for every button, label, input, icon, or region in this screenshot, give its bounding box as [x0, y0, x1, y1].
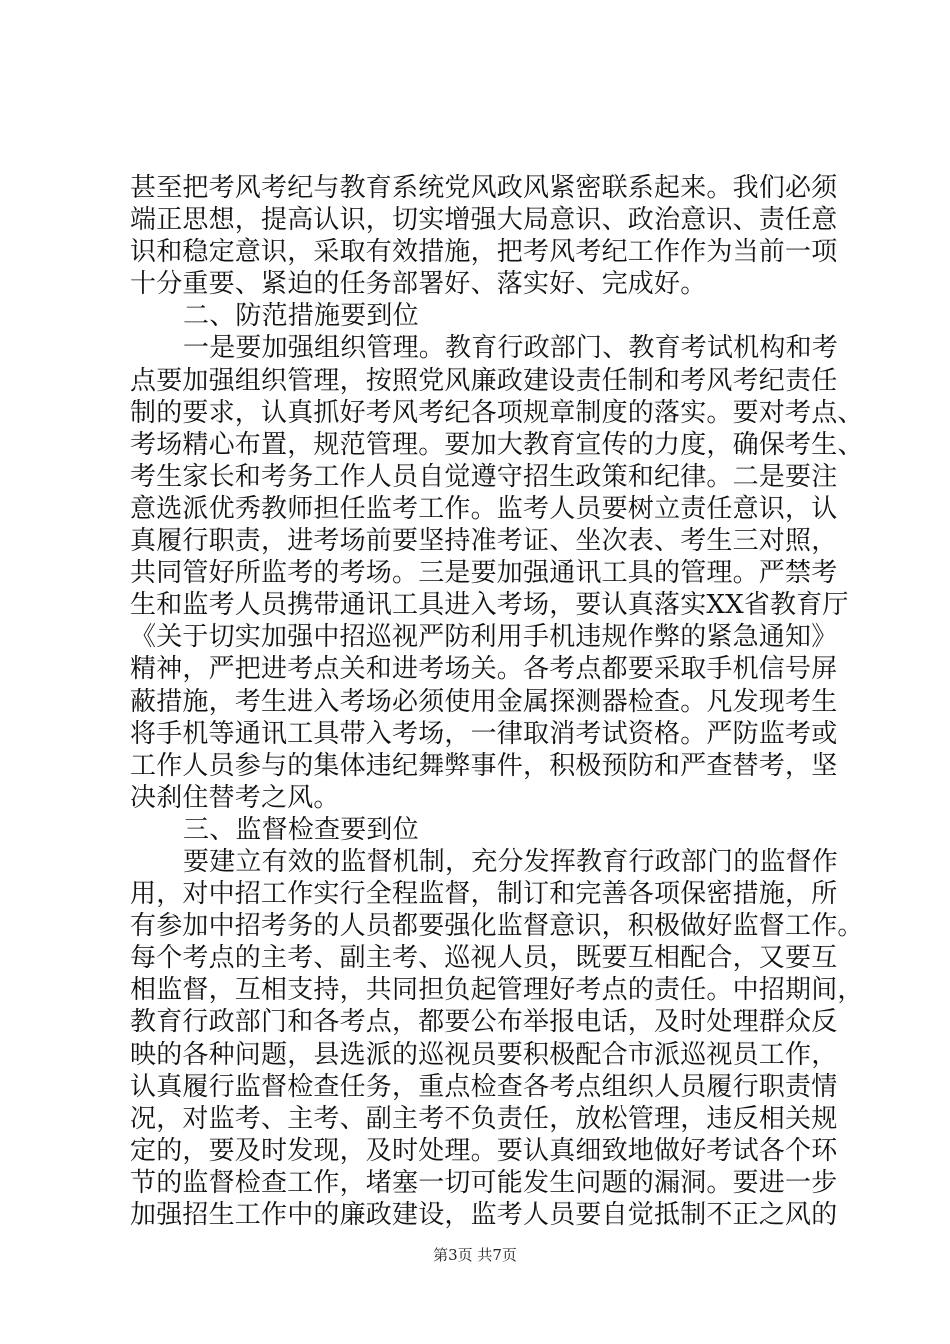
text-line: 映的各种问题，县选派的巡视员要积极配合市派巡视员工作，: [130, 1039, 838, 1070]
text-line: 三、监督检查要到位: [183, 814, 419, 845]
text-line: 点要加强组织管理，按照党风廉政建设责任制和考风考纪责任: [130, 365, 838, 396]
text-line: 每个考点的主考、副主考、巡视人员，既要互相配合，又要互: [130, 943, 838, 974]
text-line: 意选派优秀教师担任监考工作。监考人员要树立责任意识，认: [130, 493, 838, 524]
text-line: 《关于切实加强中招巡视严防利用手机违规作弊的紧急通知》: [130, 622, 838, 653]
text-line: 蔽措施，考生进入考场必须使用金属探测器检查。凡发现考生: [130, 686, 838, 717]
text-line: 用，对中招工作实行全程监督，制订和完善各项保密措施，所: [130, 879, 838, 910]
text-line: 相监督，互相支持，共同担负起管理好考点的责任。中招期间，: [130, 975, 864, 1006]
text-line: 十分重要、紧迫的任务部署好、落实好、完成好。: [130, 269, 707, 300]
text-line: 节的监督检查工作，堵塞一切可能发生问题的漏洞。要进一步: [130, 1167, 838, 1198]
text-line: 认真履行监督检查任务，重点检查各考点组织人员履行职责情: [130, 1071, 838, 1102]
text-line: 制的要求，认真抓好考风考纪各项规章制度的落实。要对考点、: [130, 397, 864, 428]
text-line: 考场精心布置，规范管理。要加大教育宣传的力度，确保考生、: [130, 429, 864, 460]
text-line: 有参加中招考务的人员都要强化监督意识，积极做好监督工作。: [130, 911, 864, 942]
text-line: 精神，严把进考点关和进考场关。各考点都要采取手机信号屏: [130, 654, 838, 685]
page-footer: 第3页 共7页: [433, 1246, 517, 1264]
text-line: 生和监考人员携带通讯工具进入考场，要认真落实XX省教育厅: [130, 590, 849, 621]
text-line: 将手机等通讯工具带入考场，一律取消考试资格。严防监考或: [130, 718, 838, 749]
text-line: 加强招生工作中的廉政建设，监考人员要自觉抵制不正之风的: [130, 1200, 838, 1230]
text-line: 一是要加强组织管理。教育行政部门、教育考试机构和考: [183, 333, 839, 364]
text-line: 工作人员参与的集体违纪舞弊事件，积极预防和严查替考，坚: [130, 750, 838, 781]
text-line: 甚至把考风考纪与教育系统党风政风紧密联系起来。我们必须: [130, 173, 838, 203]
text-line: 识和稳定意识，采取有效措施，把考风考纪工作作为当前一项: [130, 237, 838, 268]
text-line: 定的，要及时发现，及时处理。要认真细致地做好考试各个环: [130, 1135, 838, 1166]
text-line: 共同管好所监考的考场。三是要加强通讯工具的管理。严禁考: [130, 558, 838, 589]
text-line: 考生家长和考务工作人员自觉遵守招生政策和纪律。二是要注: [130, 461, 838, 492]
text-line: 真履行职责，进考场前要坚持准考证、坐次表、考生三对照，: [130, 526, 838, 557]
text-line: 教育行政部门和各考点，都要公布举报电话，及时处理群众反: [130, 1007, 838, 1038]
document-body: [130, 172, 864, 1231]
text-line: 决刹住替考之风。: [130, 782, 340, 813]
text-line: 况，对监考、主考、副主考不负责任，放松管理，违反相关规: [130, 1103, 838, 1134]
text-line: 要建立有效的监督机制，充分发挥教育行政部门的监督作: [183, 846, 839, 877]
text-line: 端正思想，提高认识，切实增强大局意识、政治意识、责任意: [130, 205, 838, 236]
text-line: 二、防范措施要到位: [183, 301, 419, 332]
